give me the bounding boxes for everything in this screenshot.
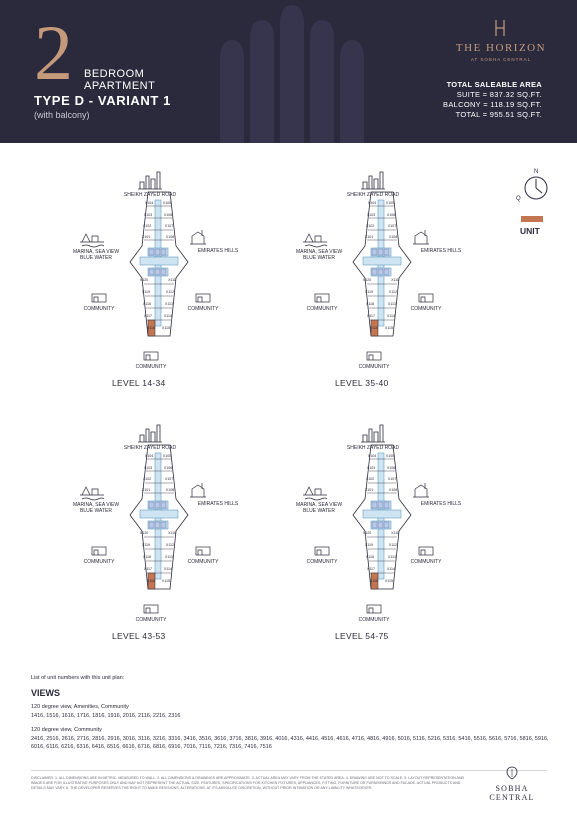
community-right-icon <box>419 294 433 302</box>
total-area: TOTAL = 955.51 SQ.FT. <box>455 110 542 119</box>
community-bottom-icon <box>144 605 158 613</box>
unit-number: X108 <box>388 488 398 492</box>
unit-number: X101 <box>364 488 374 492</box>
disclaimer: DISCLAIMER: 1. ALL DIMENSIONS ARE IN METRIC, MEASURED TO WALL. 2. ALL DIMENSIONS & DRAWINGS ARE APPROXIMATE. 3. ACTUAL AREA MAY VARY FROM THE STATED AREA. 4. DRAWING ARE NOT TO SCALE. 5. LAYOUT REPRESENTATION AND IMAGES ARE FOR ILLUSTRATIVE PURPOSES ONLY AND MAY NOT REPRESENT THE ACTUAL SIZE, FEATURES, SPECIFICATIONS FOR KITCHEN FIXTURES, APPLIANCES, FITTING, FURNITURE OR FURNISHINGS AND FACADE. ACTUAL PRODUCTS AND DETAILS MAY VARY. 6. THE DEVELOPER RESERVES THE RIGHT TO MAKE REVISIONS, ALTERATIONS, AT ITS ABSOLUTE DISCRETION, WITHOUT PRIOR INTIMATION OR ANY LIABILITY WHATSOEVER. <box>31 776 465 790</box>
unit-number: X119 <box>364 543 374 547</box>
unit-number: X118 <box>142 302 152 306</box>
community-left-icon <box>315 294 329 302</box>
hills-icon <box>413 230 429 244</box>
unit-number: X103 <box>143 213 153 217</box>
unit-number: X116 <box>369 326 379 330</box>
unit-number: X113 <box>387 302 397 306</box>
community-left-icon <box>92 547 106 555</box>
community-left-icon <box>315 547 329 555</box>
unit-number: X112 <box>165 543 175 547</box>
brand-subtitle: AT SOBHA CENTRAL <box>470 57 532 62</box>
left-direction-label: MARINA, SEA VIEW BLUE WATER <box>72 502 120 514</box>
skyline-icon <box>361 425 385 442</box>
level-label: LEVEL 14-34 <box>112 378 166 388</box>
unit-number: X101 <box>141 488 151 492</box>
unit-number: X114 <box>163 567 173 571</box>
skyline-icon <box>361 172 385 189</box>
unit-number: X106 <box>163 213 173 217</box>
sobha-logo-icon <box>506 766 518 780</box>
community-bottom-label: COMMUNITY <box>358 617 390 623</box>
unit-number: X103 <box>143 466 153 470</box>
header-banner <box>0 0 577 143</box>
bedroom-label-line2: APARTMENT <box>84 80 156 92</box>
top-direction-label: SHEIKH ZAYED ROAD <box>346 445 400 451</box>
unit-number: X106 <box>163 466 173 470</box>
community-bottom-label: COMMUNITY <box>358 364 390 370</box>
level-label: LEVEL 54-75 <box>335 631 389 641</box>
unit-number: X113 <box>387 555 397 559</box>
skyline-icon <box>138 425 162 442</box>
unit-number: X116 <box>146 326 156 330</box>
unit-number: X107 <box>387 224 397 228</box>
right-direction-label: EMIRATES HILLS <box>420 501 462 507</box>
footer-divider <box>31 770 547 771</box>
unit-number: X106 <box>386 213 396 217</box>
right-direction-label: EMIRATES HILLS <box>197 248 239 254</box>
unit-number: X113 <box>164 302 174 306</box>
unit-color-swatch <box>521 216 543 222</box>
type-title: TYPE D - VARIANT 1 <box>34 93 171 108</box>
units-list-intro: List of unit numbers with this unit plan: <box>31 675 125 681</box>
community-bottom-icon <box>367 605 381 613</box>
community-right-label: COMMUNITY <box>410 306 442 312</box>
unit-number: X119 <box>141 290 151 294</box>
unit-number: X111 <box>168 278 176 282</box>
unit-number: X103 <box>366 213 376 217</box>
unit-number: X120 <box>139 531 149 535</box>
unit-number: X119 <box>364 290 374 294</box>
unit-number: X104 <box>144 201 154 205</box>
horizon-logo-icon <box>490 18 510 38</box>
hills-icon <box>413 483 429 497</box>
unit-number: X111 <box>391 531 399 535</box>
unit-number: X115 <box>384 326 394 330</box>
compass-icon <box>514 166 554 206</box>
suite-area: SUITE = 837.32 SQ.FT. <box>456 90 542 99</box>
unit-number: X115 <box>161 326 171 330</box>
community-left-label: COMMUNITY <box>83 306 115 312</box>
top-direction-label: SHEIKH ZAYED ROAD <box>123 445 177 451</box>
unit-number: X118 <box>365 555 375 559</box>
compass-north: N <box>534 169 539 175</box>
unit-number: X120 <box>362 278 372 282</box>
community-left-label: COMMUNITY <box>83 559 115 565</box>
unit-number: X104 <box>144 454 154 458</box>
unit-number: X105 <box>385 201 395 205</box>
left-direction-label: MARINA, SEA VIEW BLUE WATER <box>72 249 120 261</box>
unit-number: X112 <box>388 543 398 547</box>
unit-number: X114 <box>386 314 396 318</box>
unit-number: X102 <box>142 477 152 481</box>
community-right-label: COMMUNITY <box>187 559 219 565</box>
brand-name: THE HORIZON <box>455 42 547 54</box>
decorative-arches <box>210 0 380 143</box>
unit-number: X101 <box>141 235 151 239</box>
level-label: LEVEL 43-53 <box>112 631 166 641</box>
unit-number: X105 <box>162 201 172 205</box>
skyline-icon <box>138 172 162 189</box>
marina-icon <box>80 487 104 500</box>
community-left-label: COMMUNITY <box>306 559 338 565</box>
views-title: VIEWS <box>31 688 61 698</box>
unit-number: X120 <box>362 531 372 535</box>
unit-number: X108 <box>388 235 398 239</box>
unit-number: X103 <box>366 466 376 470</box>
community-right-icon <box>419 547 433 555</box>
unit-number: X112 <box>388 290 398 294</box>
unit-number: X101 <box>364 235 374 239</box>
unit-number: X116 <box>146 579 156 583</box>
left-direction-label: MARINA, SEA VIEW BLUE WATER <box>295 249 343 261</box>
hills-icon <box>190 483 206 497</box>
unit-number: X118 <box>142 555 152 559</box>
level-label: LEVEL 35-40 <box>335 378 389 388</box>
unit-number: X119 <box>141 543 151 547</box>
unit-number: X105 <box>385 454 395 458</box>
unit-number: X115 <box>161 579 171 583</box>
view2-heading: 120 degree view, Community <box>31 727 102 733</box>
unit-number: X105 <box>162 454 172 458</box>
unit-number: X120 <box>139 278 149 282</box>
unit-number: X117 <box>366 567 376 571</box>
hills-icon <box>190 230 206 244</box>
unit-number: X106 <box>386 466 396 470</box>
unit-number: X117 <box>143 567 153 571</box>
unit-number: X115 <box>384 579 394 583</box>
unit-number: X107 <box>164 477 174 481</box>
view1-units: 1416, 1516, 1616, 1716, 1816, 1916, 2016, 2116, 2216, 2316 <box>31 713 181 719</box>
unit-number: X117 <box>143 314 153 318</box>
unit-number: X102 <box>365 224 375 228</box>
community-right-icon <box>196 294 210 302</box>
marina-icon <box>80 234 104 247</box>
unit-number: X108 <box>165 235 175 239</box>
community-bottom-icon <box>367 352 381 360</box>
compass-q: Q <box>516 196 521 202</box>
unit-number: X104 <box>367 201 377 205</box>
community-right-label: COMMUNITY <box>187 306 219 312</box>
community-bottom-label: COMMUNITY <box>135 617 167 623</box>
unit-number: X107 <box>164 224 174 228</box>
top-direction-label: SHEIKH ZAYED ROAD <box>346 192 400 198</box>
community-left-icon <box>92 294 106 302</box>
community-right-label: COMMUNITY <box>410 559 442 565</box>
unit-number: X102 <box>365 477 375 481</box>
unit-number: X102 <box>142 224 152 228</box>
unit-number: X111 <box>168 531 176 535</box>
unit-number: X117 <box>366 314 376 318</box>
marina-icon <box>303 234 327 247</box>
unit-legend-label: UNIT <box>520 226 540 236</box>
unit-number: X108 <box>165 488 175 492</box>
bedroom-label-line1: BEDROOM <box>84 68 145 80</box>
unit-number: X118 <box>365 302 375 306</box>
unit-number: X112 <box>165 290 175 294</box>
unit-number: X114 <box>163 314 173 318</box>
unit-number: X114 <box>386 567 396 571</box>
footer-brand: SOBHA CENTRAL <box>489 784 535 802</box>
balcony-note: (with balcony) <box>34 110 90 120</box>
right-direction-label: EMIRATES HILLS <box>420 248 462 254</box>
bedroom-count: 2 <box>34 9 73 96</box>
unit-number: X104 <box>367 454 377 458</box>
left-direction-label: MARINA, SEA VIEW BLUE WATER <box>295 502 343 514</box>
community-bottom-label: COMMUNITY <box>135 364 167 370</box>
community-left-label: COMMUNITY <box>306 306 338 312</box>
balcony-area: BALCONY = 118.19 SQ.FT. <box>443 100 542 109</box>
unit-number: X113 <box>164 555 174 559</box>
unit-number: X116 <box>369 579 379 583</box>
right-direction-label: EMIRATES HILLS <box>197 501 239 507</box>
marina-icon <box>303 487 327 500</box>
top-direction-label: SHEIKH ZAYED ROAD <box>123 192 177 198</box>
unit-number: X107 <box>387 477 397 481</box>
view1-heading: 120 degree view, Amenities, Community <box>31 704 129 710</box>
community-right-icon <box>196 547 210 555</box>
area-title: TOTAL SALEABLE AREA <box>446 80 542 89</box>
community-bottom-icon <box>144 352 158 360</box>
unit-number: X111 <box>391 278 399 282</box>
view2-units: 2416, 2516, 2616, 2716, 2816, 2916, 3016, 3116, 3216, 3316, 3416, 3516, 3616, 3716, 3816, 3916, 4016, 4316, 4416, 4516, 4616, 4716, 4816, 4916, 5016, 5116, 5216, 5316, 5416, 5516, 5616, 5716, 5816, 5916, 6016, 6116, 6216, 6316, 6416, 6516, 6616, 6716, 6816, 6916, 7016, 7116, 7216, 7316, 7416, 7516 <box>31 736 549 750</box>
